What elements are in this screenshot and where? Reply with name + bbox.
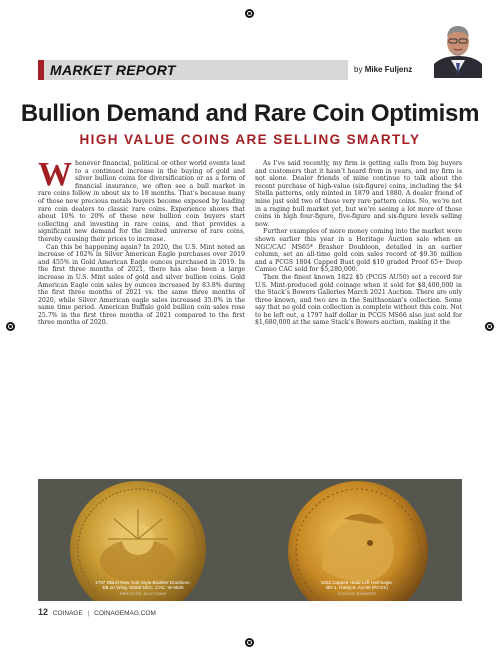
article-paragraph: As I’ve said recently, my firm is getting calls from big buyers and customers that it hasn’t heard from in years, and my firm is not alone. Dealer friends of mine continue to talk about the recent purchase of high-value (six-figure) coins, including the $4 Stella patterns, only minted in 1879 and 1880. A dealer friend of mine just sold two of those very rare pattern coins. No, we’re not in a raging bull market yet, but we’re seeing a lot more of those coins in high four-figure, five-figure and six-figure levels selling now. [255,160,462,228]
left-caption-line-1: 1787 DBLN New York-Style Brasher Doubloon, [95,579,191,585]
coin-photo-panel [38,479,462,601]
brasher-doubloon-photo [38,479,248,601]
right-caption-line-2: BD-1. Rarity-8. AU-50 (PCGS) [326,585,388,591]
page-footer [38,607,156,617]
article-title: Bullion Demand and Rare Coin Optimism [20,100,480,127]
byline-prefix: by [354,65,363,74]
left-caption-line-2: EB on Wing. MS65 NGC. CAC. W-5840 [102,585,184,591]
drop-cap: W [38,156,72,193]
registration-mark-top [245,9,254,18]
author-photo [434,20,482,78]
article-paragraph: Further examples of more money coming into the market were shown earlier this year in a Heritage Auction sale when an NGC/CAC MS65* Brasher Doubloon, detailed in an earlier column, set an all-time gold coin sales record of $9.36 million and a PCGS 1804 Capped Bust gold $10 graded Proof 65+ Deep Cameo CAC sold for $5,280,000. [255,228,462,274]
article-column-left [38,156,245,327]
footer-separator: | [87,610,90,617]
article-column-right [255,160,462,327]
byline [354,65,412,74]
section-header-bar [38,60,348,80]
section-header [38,60,462,80]
article-paragraph [38,156,245,244]
registration-mark-bottom [245,638,254,647]
website-link[interactable]: COINAGEMAG.COM [94,610,156,617]
paragraph-text: henever financial, political or other world events lead to a continued increase in the buying of gold and silver bullion coins for diversification or as a form of financial insurance, we often see a bull market in rare coins follow in about six to 18 months. That’s because many of those new precious metals buyers become exposed by leading rare coin dealers to classic rare coins. Experience shows that about 10% to 20% of these new bullion coin buyers start collecting and investing in rare coins, and that provides a significant new demand for the limited universe of rare coins, thereby causing their prices to increase. [38,160,245,243]
section-label: MARKET REPORT [50,62,176,78]
author-portrait-image [434,20,482,78]
registration-mark-right [485,322,494,331]
registration-mark-left [6,322,15,331]
article-paragraph: Then the finest known 1822 $5 (PCGS AU50) set a record for U.S. Mint-produced gold coinage when it sold for $8,400,000 in the Stack’s Bowers Galleries March 2021 Auction. There are only three known, and two are in the Smithsonian’s collection. Some say that no gold coin collection is complete without this coin. Not to be left out, a 1797 half dollar in PCGS MS66 also just sold for $1,680,000 at the same Stack’s Bowers auction, making it the [255,273,462,327]
half-eagle-photo [252,479,462,601]
left-photo-caption [38,580,248,597]
author-name: Mike Fuljenz [364,65,413,74]
right-photo-caption [252,580,462,597]
article-paragraph: Can this be happening again? In 2020, the U.S. Mint noted an increase of 102% in Silver American Eagle purchases over 2019 and 455% in Gold American Eagle ounces purchased in 2019. In the first three months of 2021, there has also been a large increase in U.S. Mint sales of gold and silver bullion coins. Gold American Eagle coin sales by ounces increased by 83.8% during the first three months of 2021 vs. the same three months of 2020, while Silver American eagle sales increased 35.0% in the same time period. American Buffalo gold bullion coin sales rose 25.7% in the first three months of 2021 compared to the first three months of 2020. [38,243,245,327]
right-caption-line-1: 1822 Capped Head Left Half Eagle. [320,579,394,585]
page-number: 12 [38,607,49,617]
magazine-name: COINAGE [52,610,83,617]
left-photo-credit: HERITAGE AUCTIONS [119,591,167,597]
right-photo-credit: STACKS BOWERS [337,591,377,597]
article-subtitle: HIGH VALUE COINS ARE SELLING SMARTLY [79,132,421,147]
